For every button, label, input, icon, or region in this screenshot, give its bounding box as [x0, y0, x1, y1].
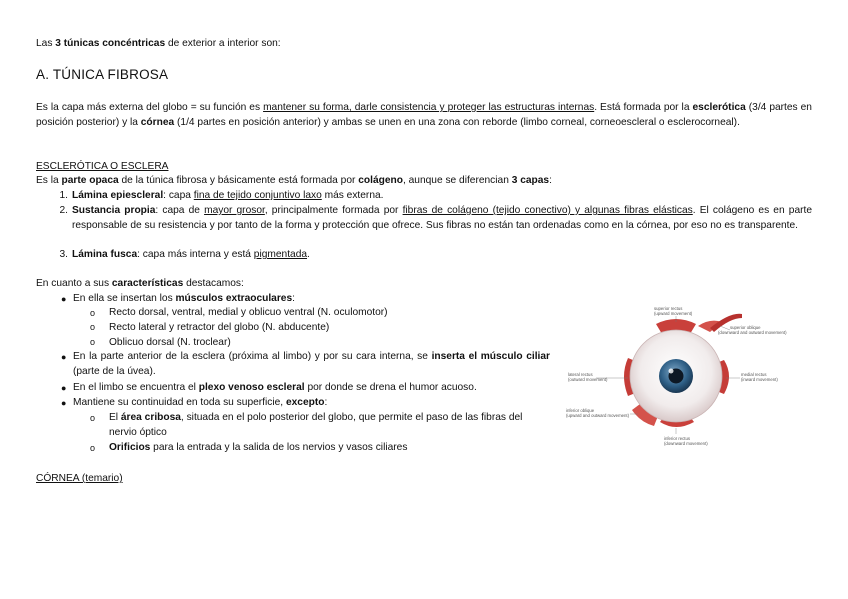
label-superior-oblique: superior oblique	[730, 325, 761, 330]
feature-plexus: En el limbo se encuentra el plexo venoso escleral por donde se drena el humor acuoso.	[73, 382, 477, 393]
muscle-item: Oblicuo dorsal (N. troclear)	[109, 337, 231, 348]
sclera-heading: ESCLERÓTICA O ESCLERA	[36, 161, 169, 172]
fibrosa-paragraph: Es la capa más externa del globo = su función es mantener su forma, darle consistencia y proteger las estructuras internas. Está formada por la esclerótica (3/4 partes en posición posterior) y la córnea (1/4 partes en posición anterior) y ambas se unen en una zona con reborde (limbo corneal, corneoescleral o esclerocorneal).	[36, 102, 812, 128]
eye-highlight	[669, 369, 674, 374]
eye-muscles-diagram	[560, 298, 810, 458]
layer-1: 1. Lámina epiescleral: capa fina de tejido conjuntivo laxo más externa.	[59, 190, 384, 201]
intro-line: Las 3 túnicas concéntricas de exterior a interior son:	[36, 38, 281, 49]
label-superior-rectus: superior rectus	[654, 306, 683, 311]
label-lateral-rectus: lateral rectus	[568, 372, 593, 377]
bullet-icon: ●	[61, 398, 67, 408]
label-inferior-rectus-movement: (downward movement)	[664, 441, 708, 446]
feature-ciliary: En la parte anterior de la esclera (próxima al limbo) y por su cara interna, se inserta el músculo ciliar (parte de la úvea).	[73, 351, 550, 377]
label-superior-rectus-movement: (upward movement)	[654, 311, 693, 316]
sub-bullet-icon: o	[90, 308, 96, 318]
bullet-icon: ●	[61, 294, 67, 304]
label-lateral-rectus-movement: (outward movement)	[568, 377, 608, 382]
label-medial-rectus-movement: (inward movement)	[741, 377, 778, 382]
label-superior-oblique-movement: (downward and outward movement)	[718, 330, 787, 335]
features-intro: En cuanto a sus características destacamos:	[36, 278, 244, 289]
sub-bullet-icon: o	[90, 413, 96, 423]
cornea-heading: CÓRNEA (temario)	[36, 473, 123, 484]
layer-2: 2. Sustancia propia: capa de mayor grosor, principalmente formada por fibras de colágeno (tejido conectivo) y algunas fibras elásticas. El colágeno es en parte responsable de su resistencia y por tanto de la forma y protección que ofrece. Sus fibras no están tan ordenadas como en la córnea, por eso no es transparente.	[59, 205, 812, 231]
exception-item: El área cribosa, situada en el polo posterior del globo, que permite el paso de las fibras del nervio óptico	[109, 412, 523, 438]
label-inferior-oblique: inferior oblique	[566, 408, 595, 413]
bullet-icon: ●	[61, 352, 67, 362]
layer-3: 3. Lámina fusca: capa más interna y está pigmentada.	[59, 249, 310, 260]
sub-bullet-icon: o	[90, 322, 96, 332]
label-inferior-oblique-movement: (upward and outward movement)	[566, 413, 630, 418]
sclera-intro: Es la parte opaca de la túnica fibrosa y básicamente está formada por colágeno, aunque se diferencian 3 capas:	[36, 175, 552, 186]
bullet-icon: ●	[61, 383, 67, 393]
label-medial-rectus: medial rectus	[741, 372, 767, 377]
feature-continuity: Mantiene su continuidad en toda su superficie, excepto:	[73, 397, 328, 408]
section-a-title: A. TÚNICA FIBROSA	[36, 67, 169, 82]
exception-item: Orificios para la entrada y la salida de los nervios y vasos ciliares	[109, 442, 408, 453]
label-inferior-rectus: inferior rectus	[664, 436, 691, 441]
sub-bullet-icon: o	[90, 443, 96, 453]
muscle-item: Recto lateral y retractor del globo (N. abducente)	[109, 322, 330, 333]
feature-muscles: En ella se insertan los músculos extraoculares:	[73, 293, 295, 304]
sub-bullet-icon: o	[90, 337, 96, 347]
muscle-item: Recto dorsal, ventral, medial y oblicuo ventral (N. oculomotor)	[109, 307, 388, 318]
